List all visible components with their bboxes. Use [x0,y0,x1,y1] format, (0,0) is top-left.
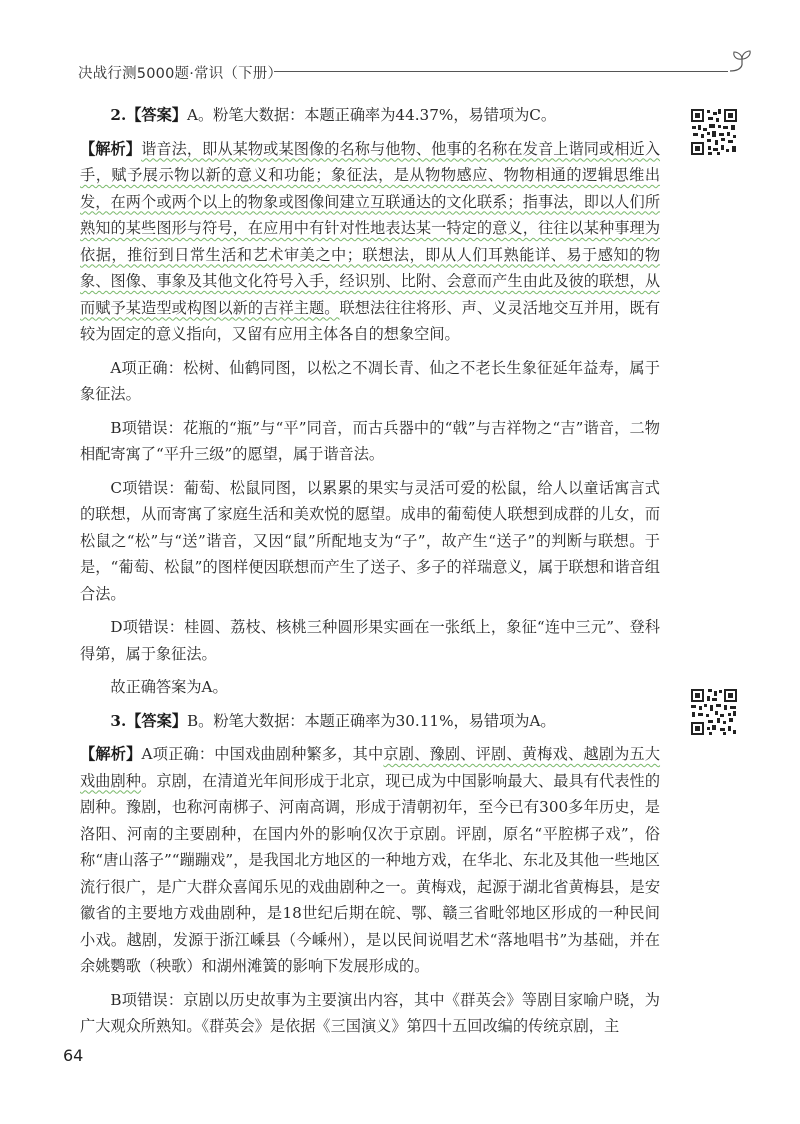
analysis-label: 【解析】 [80,745,142,763]
q2-option-c: C项错误：葡萄、松鼠同图，以累累的果实与灵活可爱的松鼠，给人以童话寓言式的联想，从而寄寓了家庭生活和美欢悦的愿望。成串的葡萄使人联想到成群的儿女，而松鼠之“松”与“送”谐音，又因“鼠”所配地支为“子”，故产生“送子”的判断与联想。于是，“葡萄、松鼠”的图样便因联想而产生了送子、多子的祥瑞意义，属于联想和谐音组合法。 [80,478,660,603]
answer-text: B。粉笔大数据：本题正确率为30.11%，易错项为A。 [187,711,556,730]
q2-analysis [80,136,660,348]
book-title: 决战行测5000题·常识（下册） [78,66,283,82]
analysis-text: 。京剧，在清道光年间形成于北京，现已成为中国影响最大、最具有代表性的剧种。豫剧，也称河南梆子、河南高调，形成于清朝初年，至今已有300多年历史，是洛阳、河南的主要剧种，在国内外的影响仅次于京剧。评剧，原名“平腔梆子戏”，俗称“唐山落子”“蹦蹦戏”，是我国北方地区的一种地方戏，在华北、东北及其他一些地区流行很广，是广大群众喜闻乐见的戏曲剧种之一。黄梅戏，起源于湖北省黄梅县，是安徽省的主要地方戏曲剧种，是18世纪后期在皖、鄂、赣三省毗邻地区形成的一种民间小戏。越剧，发源于浙江嵊县（今嵊州），是以民间说唱艺术“落地唱书”为基础，并在余姚鹦歌（秧歌）和湖州滩簧的影响下发展形成的。 [80,771,661,975]
answer-label: 2.【答案】 [110,106,187,124]
answer-explanations [80,102,660,1047]
q2-answer-line [80,102,660,129]
q3-answer-line [80,708,660,735]
leaf-sprout-icon [728,48,756,78]
header-rule [274,71,728,72]
q2-option-d: D项错误：桂圆、荔枝、核桃三种圆形果实画在一张纸上，象征“连中三元”、登科得第，属于象征法。 [80,618,660,663]
page-number: 64 [63,1046,84,1065]
q2-conclusion: 故正确答案为A。 [110,678,228,696]
qr-code-q3[interactable] [690,688,738,736]
q3-option-b: B项错误：京剧以历史故事为主要演出内容，其中《群英会》等剧目家喻户晓，为广大观众所熟知。《群英会》是依据《三国演义》第四十五回改编的传统京剧，主 [80,990,660,1035]
q2-option-a: A项正确：松树、仙鹤同图，以松之不凋长青、仙之不老长生象征延年益寿，属于象征法。 [80,358,660,403]
running-header [78,60,758,86]
qr-code-q2[interactable] [690,108,738,156]
highlighted-text: 京剧、豫剧、评剧、黄梅戏、越剧为五大戏曲剧种 [80,745,661,790]
qr-code-icon [690,108,738,156]
q2-option-b: B项错误：花瓶的“瓶”与“平”同音，而古兵器中的“戟”与吉祥物之“吉”谐音，二物相配寄寓了“平升三级”的愿望，属于谐音法。 [80,418,660,463]
answer-label: 3.【答案】 [110,711,187,730]
q3-analysis [80,741,660,980]
qr-code-icon [690,688,738,736]
analysis-text: 联想法往往将形、声、义灵活地交互并用，既有较为固定的意义指向，又留有应用主体各自的想象空间。 [80,298,661,343]
analysis-label: 【解析】 [80,139,142,158]
analysis-text: A项正确：中国戏曲剧种繁多，其中 [141,745,384,763]
highlighted-text: 谐音法，即从某物或某图像的名称与他物、他事的名称在发音上谐同或相近入手，赋予展示物以新的意义和功能；象征法，是从物物感应、物物相通的逻辑思维出发，在两个或两个以上的物象或图像间建立互联通达的文化联系；指事法，即以人们所熟知的某些图形与符号，在应用中有针对性地表达某一特定的意义，往往以某种事理为依据，推衍到日常生活和艺术审美之中；联想法，即从人们耳熟能详、易于感知的物象、图像、事象及其他文化符号入手，经识别、比附、会意而产生由此及彼的联想，从而赋予某造型或构图以新的吉祥主题。 [80,139,661,317]
answer-text: A。粉笔大数据：本题正确率为44.37%，易错项为C。 [187,106,557,124]
